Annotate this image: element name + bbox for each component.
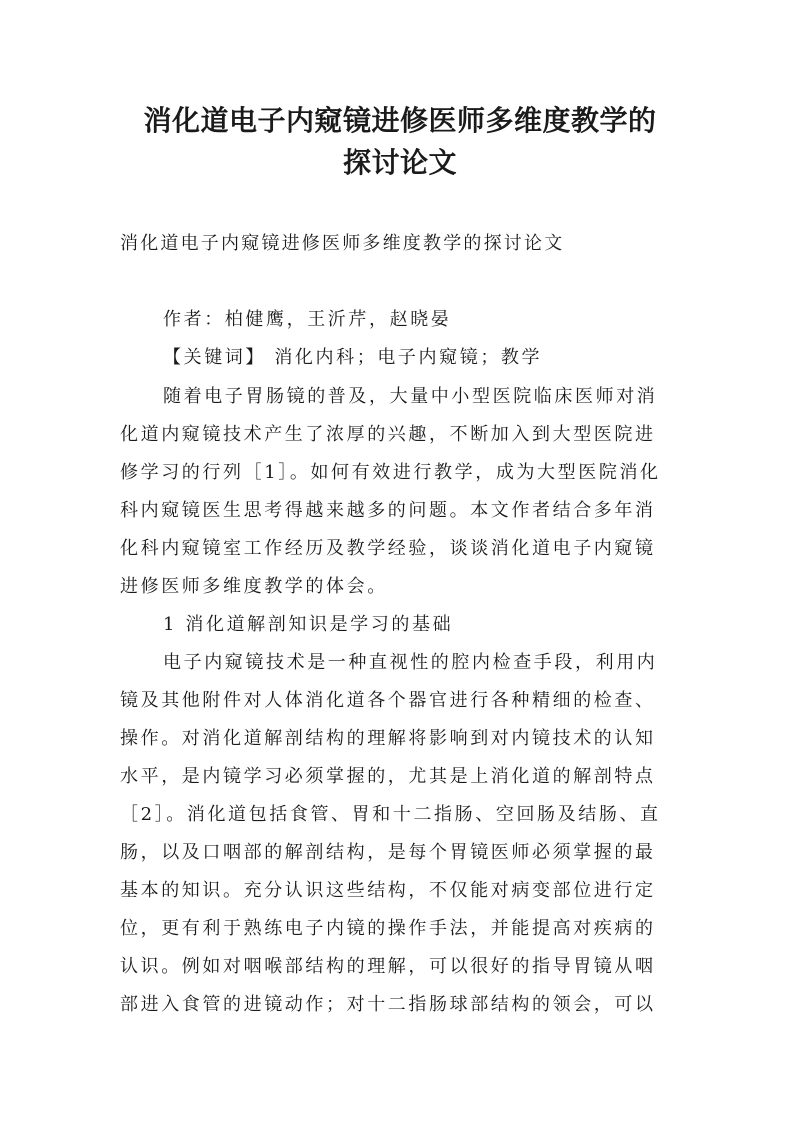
paragraph-2-line: 水平，是内镜学习必须掌握的，尤其是上消化道的解剖特点	[120, 766, 656, 787]
section-heading: 1 消化道解剖知识是学习的基础	[163, 614, 454, 635]
paragraph-2-line: 电子内窥镜技术是一种直视性的腔内检查手段，利用内	[163, 652, 658, 673]
paragraph-2-line: 肠，以及口咽部的解剖结构，是每个胃镜医师必须掌握的最	[120, 842, 656, 863]
paragraph-2-line: 认识。例如对咽喉部结构的理解，可以很好的指导胃镜从咽	[120, 956, 656, 977]
paragraph-2-line: 基本的知识。充分认识这些结构，不仅能对病变部位进行定	[120, 880, 656, 901]
paragraph-2-line: ［2］。消化道包括食管、胃和十二指肠、空回肠及结肠、直	[120, 804, 661, 825]
paragraph-1-line: 进修医师多维度教学的体会。	[120, 576, 388, 597]
document-title-line-1: 消化道电子内窥镜进修医师多维度教学的	[143, 104, 657, 137]
paragraph-1-line: 化道内窥镜技术产生了浓厚的兴趣，不断加入到大型医院进	[120, 424, 656, 445]
paragraph-1-line: 科内窥镜医生思考得越来越多的问题。本文作者结合多年消	[120, 500, 656, 521]
paragraph-2-line: 部进入食管的进镜动作；对十二指肠球部结构的领会，可以	[120, 994, 656, 1015]
paragraph-2-line: 操作。对消化道解剖结构的理解将影响到对内镜技术的认知	[120, 728, 656, 749]
paragraph-2-line: 镜及其他附件对人体消化道各个器官进行各种精细的检查、	[120, 690, 656, 711]
document-title-line-2: 探讨论文	[342, 146, 457, 179]
document-subtitle: 消化道电子内窥镜进修医师多维度教学的探讨论文	[120, 233, 565, 254]
keywords-line: 【关键词】 消化内科；电子内窥镜；教学	[163, 347, 543, 368]
paragraph-1-line: 化科内窥镜室工作经历及教学经验，谈谈消化道电子内窥镜	[120, 538, 656, 559]
paragraph-2-line: 位，更有利于熟练电子内镜的操作手法，并能提高对疾病的	[120, 918, 656, 939]
paragraph-1-line: 随着电子胃肠镜的普及，大量中小型医院临床医师对消	[163, 386, 658, 407]
authors-line: 作者：柏健鹰，王沂芹，赵晓晏	[163, 309, 452, 330]
paragraph-1-line: 修学习的行列［1］。如何有效进行教学，成为大型医院消化	[120, 462, 661, 483]
